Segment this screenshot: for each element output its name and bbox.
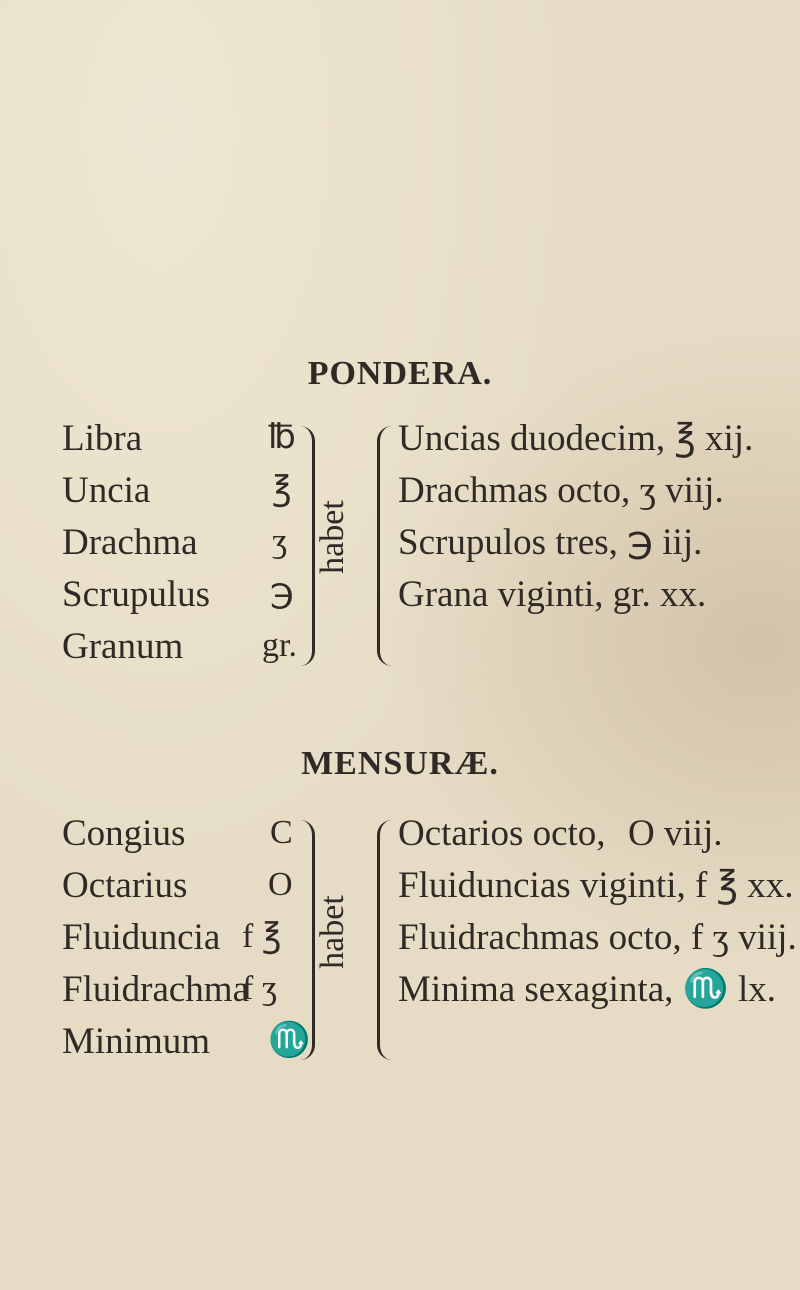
mensurae-value-octarius: Fluiduncias viginti, f ℥ xx. bbox=[398, 865, 794, 906]
mensurae-name-minimum: Minimum bbox=[62, 1021, 211, 1062]
pondera-value-libra: Uncias duodecim, ℥ xij. bbox=[398, 418, 754, 459]
pondera-name-granum: Granum bbox=[62, 626, 184, 667]
mensurae-value-congius: Octarios octo, bbox=[398, 813, 606, 854]
mensurae-sym-congius: C bbox=[270, 814, 293, 851]
pondera-brace-left bbox=[300, 426, 315, 666]
mensurae-value-congius-abbrev: O viij. bbox=[628, 813, 723, 854]
pondera-sym-libra: ℔ bbox=[268, 419, 296, 456]
mensurae-name-fluiduncia: Fluiduncia bbox=[62, 917, 221, 958]
mensurae-sym-minimum: ♏ bbox=[268, 1022, 311, 1059]
pondera-habet: habet bbox=[314, 500, 351, 574]
pondera-sym-scrupulus: ℈ bbox=[270, 575, 294, 612]
mensurae-name-octarius: Octarius bbox=[62, 865, 188, 906]
pondera-name-scrupulus: Scrupulus bbox=[62, 574, 210, 615]
mensurae-sym-fluidrachma: f ʒ bbox=[242, 970, 277, 1007]
mensurae-value-fluidrachma: Minima sexaginta, ♏ lx. bbox=[398, 969, 776, 1010]
pondera-brace-right bbox=[377, 426, 392, 666]
mensurae-value-fluiduncia: Fluidrachmas octo, f ʒ viij. bbox=[398, 917, 797, 958]
pondera-name-uncia: Uncia bbox=[62, 470, 151, 511]
pondera-value-scrupulus: Grana viginti, gr. xx. bbox=[398, 574, 707, 615]
mensurae-sym-octarius: O bbox=[268, 866, 293, 903]
pondera-value-drachma: Scrupulos tres, ℈ iij. bbox=[398, 522, 703, 563]
mensurae-title: MENSURÆ. bbox=[301, 745, 499, 782]
pondera-sym-drachma: ʒ bbox=[272, 523, 288, 560]
pondera-title: PONDERA. bbox=[307, 355, 493, 392]
pondera-name-drachma: Drachma bbox=[62, 522, 198, 563]
mensurae-sym-fluiduncia: f ℥ bbox=[242, 918, 282, 955]
pondera-sym-granum: gr. bbox=[262, 627, 297, 664]
mensurae-brace-right bbox=[377, 820, 392, 1060]
mensurae-habet: habet bbox=[314, 895, 351, 969]
pondera-sym-uncia: ℥ bbox=[272, 471, 292, 508]
pondera-value-uncia: Drachmas octo, ʒ viij. bbox=[398, 470, 724, 511]
mensurae-name-fluidrachma: Fluidrachma bbox=[62, 969, 250, 1010]
mensurae-name-congius: Congius bbox=[62, 813, 186, 854]
pondera-name-libra: Libra bbox=[62, 418, 143, 459]
mensurae-brace-left bbox=[300, 820, 315, 1060]
